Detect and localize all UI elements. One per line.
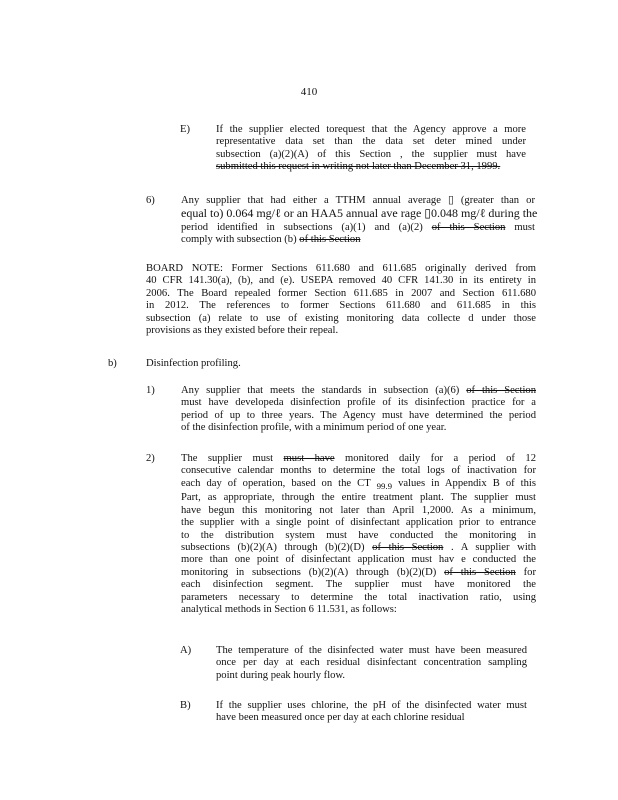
text-segment: have been measured once per day at each chlorine residual: [216, 712, 465, 724]
text-segment: period of up to three years. The Agency must have determined the period: [181, 409, 536, 421]
text-segment: each disinfection segment. The supplier must have monitored the: [181, 579, 536, 591]
text-segment: must: [505, 221, 535, 233]
item-b2-text: [181, 453, 536, 616]
text-line: [216, 712, 527, 724]
text-line: [181, 517, 536, 529]
text-segment: Any supplier that had either a TTHM annual average ▯ (greater than or: [181, 195, 535, 206]
item-b2b-label: B): [180, 700, 191, 711]
text-segment: more than one point of disinfectant application must hav e conducted the: [181, 554, 536, 566]
text-segment: 40 CFR 141.30(a), (b), and (e). USEPA removed 40 CFR 141.30 in its entirety in: [146, 275, 536, 287]
item-b2-label: 2): [146, 453, 155, 464]
text-segment: equal to) 0.064 mg/ℓ or an HAA5 annual ave rage ▯0.048 mg/ℓ during the: [181, 206, 538, 221]
text-line: [216, 136, 526, 148]
text-line: [181, 579, 536, 591]
text-line: [181, 453, 536, 465]
subscript-text: 99.9: [376, 480, 393, 491]
item-b2a-label: A): [180, 645, 192, 656]
text-line: [181, 554, 536, 566]
text-segment: monitored daily for a period of 12: [334, 453, 536, 464]
text-line: [216, 161, 526, 173]
text-segment: values in Appendix B of this: [392, 477, 536, 489]
text-segment: in 2012. The references to former Sections 611.680 and 611.685 in this: [146, 300, 536, 312]
text-line: [146, 325, 536, 337]
text-line: [216, 149, 526, 161]
text-segment: Disinfection profiling.: [146, 358, 241, 369]
text-segment: point during peak hourly flow.: [216, 669, 346, 681]
item-e-text: [216, 124, 526, 174]
text-line: [181, 385, 536, 397]
text-segment: subsections (b)(2)(A) through (b)(2)(D): [181, 541, 373, 553]
text-segment: Any supplier that meets the standards in subsection (a)(6): [181, 385, 467, 396]
text-line: [181, 505, 536, 517]
item-e-label: E): [180, 124, 190, 135]
text-line: [181, 410, 536, 422]
struck-text: of this Section: [299, 234, 361, 246]
text-line: [146, 300, 536, 312]
text-segment: to the distribution system must have conducted the monitoring in: [181, 529, 536, 541]
text-line: [181, 592, 536, 604]
struck-text: must have: [283, 453, 335, 464]
text-line: [181, 234, 535, 246]
text-line: [181, 422, 536, 434]
text-line: [146, 288, 536, 300]
struck-text: submitted this request in writing not later than December 31, 1999.: [216, 161, 501, 173]
text-segment: have begun this monitoring not later than April 1,2000. As a minimum,: [181, 504, 536, 516]
text-segment: period identified in subsections (a)(1) and (a)(2): [181, 221, 432, 233]
text-segment: monitoring in subsections (b)(2)(A) through (b)(2)(D): [181, 566, 445, 578]
text-line: [146, 358, 346, 370]
item-6-label: 6): [146, 195, 155, 206]
text-line: [181, 465, 536, 477]
text-segment: comply with subsection (b): [181, 234, 300, 246]
text-segment: BOARD NOTE: Former Sections 611.680 and 611.685 originally derived from: [146, 263, 536, 274]
struck-text: of this Section: [431, 221, 506, 233]
text-segment: . A supplier with: [443, 541, 536, 553]
text-line: [216, 700, 527, 712]
text-segment: of the disinfection profile, with a minimum period of one year.: [181, 422, 447, 434]
item-b1-label: 1): [146, 385, 155, 396]
text-line: [181, 567, 536, 579]
text-segment: subsection (a) relate to use of existing monitoring data collecte d under those: [146, 312, 536, 324]
text-segment: The temperature of the disinfected water must have been measured: [216, 645, 527, 656]
text-line: [216, 124, 526, 136]
text-line: [181, 478, 536, 493]
struck-text: of this Section: [372, 541, 444, 553]
text-segment: analytical methods in Section 6 11.531, as follows:: [181, 603, 397, 615]
text-line: [146, 313, 536, 325]
item-b2b-text: [216, 700, 527, 725]
text-segment: If the supplier elected torequest that the Agency approve a more: [216, 124, 526, 135]
text-segment: provisions as they existed before their repeal.: [146, 325, 339, 337]
text-line: [181, 542, 536, 554]
item-b-text: [146, 358, 346, 370]
item-b-label: b): [108, 358, 117, 369]
struck-text: of this Section: [466, 385, 536, 396]
item-6-text: [181, 195, 538, 247]
text-segment: If the supplier uses chlorine, the pH of the disinfected water must: [216, 700, 527, 711]
text-segment: representative data set than the data set deter mined under: [216, 136, 526, 148]
text-segment: must have developeda disinfection profile of its disinfection practice for a: [181, 397, 536, 409]
text-segment: once per day at each residual disinfectant concentration sampling: [216, 657, 527, 669]
text-segment: The supplier must: [181, 453, 284, 464]
board-note-text: [146, 263, 536, 337]
item-b1-text: [181, 385, 536, 435]
text-segment: 2006. The Board repealed former Section 611.685 in 2007 and Section 611.680: [146, 287, 536, 299]
text-line: [216, 645, 527, 657]
text-line: [181, 492, 536, 504]
text-segment: Part, as appropriate, through the entire treatment plant. The supplier must: [181, 492, 536, 504]
text-line: [181, 530, 536, 542]
text-line: [181, 206, 538, 221]
text-line: [181, 604, 536, 616]
struck-text: of this Section: [444, 566, 516, 578]
text-line: [181, 397, 536, 409]
text-segment: each day of operation, based on the CT: [181, 477, 377, 489]
text-segment: parameters necessary to determine the total inactivation ratio, using: [181, 591, 536, 603]
text-line: [216, 657, 527, 669]
text-line: [146, 275, 536, 287]
item-b2a-text: [216, 645, 527, 682]
text-segment: subsection (a)(2)(A) of this Section , the supplier must have: [216, 148, 526, 160]
page-number: 410: [300, 86, 318, 98]
text-line: [181, 222, 535, 234]
text-segment: the supplier with a single point of disinfectant application prior to entrance: [181, 517, 536, 529]
text-segment: for: [515, 566, 536, 578]
text-line: [146, 263, 536, 275]
text-segment: consecutive calendar months to determine the total logs of inactivation for: [181, 465, 536, 477]
text-line: [216, 670, 527, 682]
